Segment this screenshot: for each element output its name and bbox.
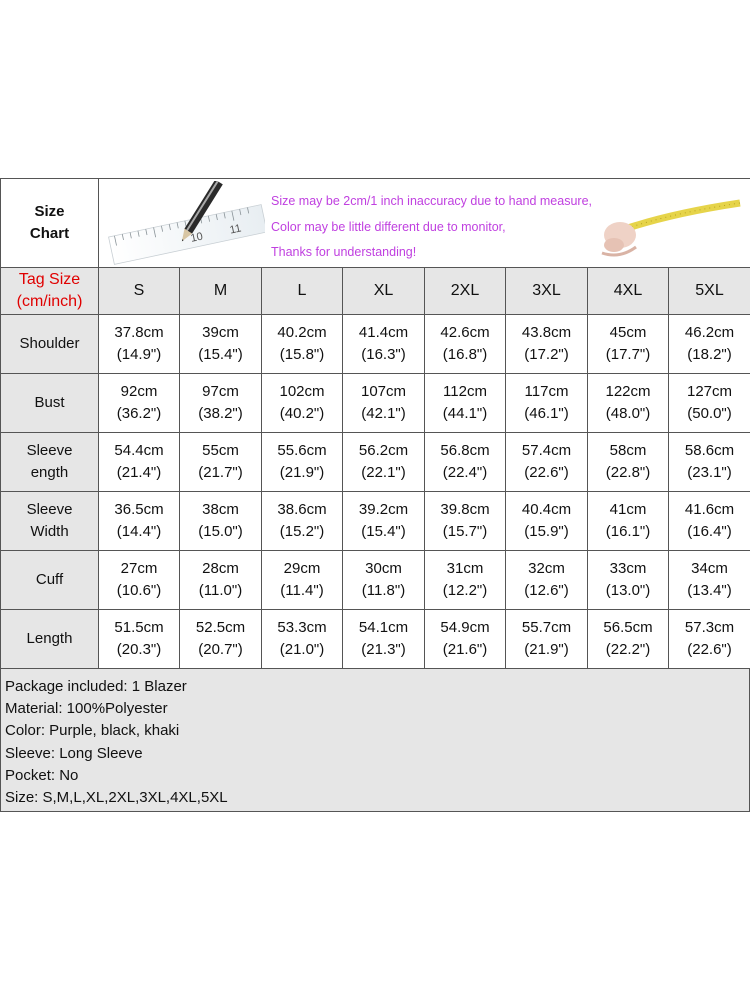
cm-value: 30cm <box>365 560 402 577</box>
measurement-cell <box>262 610 343 669</box>
cm-value: 41cm <box>609 501 647 518</box>
inch-value: (15.0") <box>198 523 243 540</box>
inch-value: (15.2") <box>279 523 325 540</box>
info-line: Pocket: No <box>5 766 79 784</box>
size-header-l: L <box>262 268 343 315</box>
inch-value: (42.1") <box>361 405 406 422</box>
size-header-2xl: 2XL <box>425 268 506 315</box>
cm-value: 46.2cm <box>684 324 735 341</box>
cm-value: 39cm <box>202 324 239 341</box>
size-table <box>0 178 750 669</box>
measurement-cell <box>588 374 669 433</box>
measurement-cell <box>180 610 262 669</box>
measurement-row <box>1 315 750 374</box>
measurement-cell <box>669 492 750 551</box>
inch-value: (20.7") <box>198 641 243 658</box>
measurement-cell <box>99 433 180 492</box>
inch-value: (18.2") <box>687 346 732 363</box>
inch-value: (44.1") <box>442 405 488 422</box>
size-header-3xl: 3XL <box>506 268 588 315</box>
measurement-cell <box>425 433 506 492</box>
measurement-cell <box>588 315 669 374</box>
inch-value: (15.9") <box>524 523 569 540</box>
inch-value: (36.2") <box>116 405 162 422</box>
cm-value: 55.6cm <box>277 442 327 459</box>
cm-value: 32cm <box>528 560 565 577</box>
cm-value: 55.7cm <box>521 619 572 636</box>
measurement-row <box>1 610 750 669</box>
measurement-cell <box>262 551 343 610</box>
row-label: Sleeve ength <box>1 433 99 492</box>
inch-value: (21.9") <box>524 641 569 658</box>
cm-value: 97cm <box>202 383 239 400</box>
inch-value: (11.4") <box>280 582 324 599</box>
cm-value: 34cm <box>691 560 728 577</box>
size-header-m: M <box>180 268 262 315</box>
inch-value: (21.9") <box>279 464 325 481</box>
cm-value: 39.2cm <box>358 501 409 518</box>
measurement-cell <box>262 315 343 374</box>
cm-value: 107cm <box>360 383 407 400</box>
inch-value: (12.2") <box>442 582 488 599</box>
measurement-cell <box>506 433 588 492</box>
cm-value: 29cm <box>283 560 321 577</box>
inch-value: (48.0") <box>605 405 651 422</box>
measurement-cell <box>262 374 343 433</box>
measurement-cell <box>669 374 750 433</box>
measurement-cell <box>180 374 262 433</box>
inch-value: (10.6") <box>116 582 162 599</box>
measurement-cell <box>180 492 262 551</box>
inch-value: (15.7") <box>442 523 488 540</box>
cm-value: 102cm <box>279 383 325 400</box>
note-inaccuracy: Size may be 2cm/1 inch inaccuracy due to hand measure, <box>271 194 593 208</box>
size-header-xl: XL <box>343 268 425 315</box>
measurement-cell <box>588 433 669 492</box>
info-line: Sleeve: Long Sleeve <box>5 744 143 762</box>
measurement-cell <box>425 374 506 433</box>
measurement-cell <box>669 315 750 374</box>
inch-value: (12.6") <box>524 582 569 599</box>
measurement-cell <box>180 433 262 492</box>
inch-value: (21.0") <box>279 641 325 658</box>
measurement-cell <box>669 433 750 492</box>
cm-value: 57.3cm <box>684 619 735 636</box>
cm-value: 38cm <box>202 501 239 518</box>
cm-value: 27cm <box>120 560 158 577</box>
measurement-cell <box>506 315 588 374</box>
cm-value: 56.5cm <box>603 619 653 636</box>
inch-value: (13.0") <box>605 582 651 599</box>
cm-value: 58cm <box>609 442 647 459</box>
cm-value: 41.6cm <box>684 501 735 518</box>
cm-value: 56.8cm <box>440 442 490 459</box>
row-label: Bust <box>1 374 99 433</box>
cm-value: 112cm <box>443 383 487 400</box>
measurement-cell <box>180 315 262 374</box>
measurement-cell <box>262 492 343 551</box>
note-color: Color may be little different due to monitor, <box>271 219 506 234</box>
measurement-cell <box>99 374 180 433</box>
inch-value: (14.9") <box>116 346 162 363</box>
cm-value: 122cm <box>605 383 651 400</box>
inch-value: (21.4") <box>116 464 162 481</box>
cm-value: 54.4cm <box>114 442 164 459</box>
cm-value: 41.4cm <box>358 324 409 341</box>
inch-value: (22.8") <box>605 464 651 481</box>
cm-value: 56.2cm <box>358 442 409 459</box>
inch-value: (38.2") <box>198 405 243 422</box>
measurement-cell <box>669 610 750 669</box>
inch-value: (11.0") <box>198 582 243 599</box>
inch-value: (23.1") <box>687 464 732 481</box>
cm-value: 58.6cm <box>684 442 735 459</box>
cm-value: 28cm <box>202 560 239 577</box>
cm-value: 45cm <box>609 324 647 341</box>
size-header-5xl: 5XL <box>669 268 750 315</box>
measurement-cell <box>425 492 506 551</box>
measurement-cell <box>588 551 669 610</box>
measurement-cell <box>99 610 180 669</box>
measurement-cell <box>425 315 506 374</box>
measurement-cell <box>506 492 588 551</box>
inch-value: (17.7") <box>605 346 651 363</box>
product-info-panel <box>0 668 750 812</box>
measurement-cell <box>425 610 506 669</box>
info-line: Package included: 1 Blazer <box>5 678 187 695</box>
measurement-cell <box>343 551 425 610</box>
ruler-number-10: 10 <box>189 230 205 245</box>
measurement-cell <box>669 551 750 610</box>
inch-value: (50.0") <box>687 405 732 422</box>
measurement-cell <box>343 433 425 492</box>
measurement-cell <box>506 551 588 610</box>
cm-value: 92cm <box>120 383 158 400</box>
measurement-cell <box>588 610 669 669</box>
cm-value: 33cm <box>609 560 647 577</box>
measurement-row <box>1 433 750 492</box>
measurement-cell <box>506 610 588 669</box>
cm-value: 54.9cm <box>440 619 490 636</box>
inch-value: (11.8") <box>361 582 406 599</box>
measuring-tape-hand-icon <box>600 185 746 263</box>
inch-value: (16.8") <box>442 346 488 363</box>
inch-value: (22.6") <box>524 464 569 481</box>
cm-value: 51.5cm <box>114 619 164 636</box>
cm-value: 36.5cm <box>114 501 164 518</box>
info-line: Color: Purple, black, khaki <box>5 722 180 740</box>
measurement-cell <box>99 551 180 610</box>
inch-value: (16.1") <box>605 523 651 540</box>
tag-size-label: Tag Size (cm/inch) <box>1 268 99 315</box>
inch-value: (21.3") <box>361 641 406 658</box>
row-label: Cuff <box>1 551 99 610</box>
measurement-cell <box>99 315 180 374</box>
measurement-cell <box>343 610 425 669</box>
info-line: Material: 100%Polyester <box>5 700 168 718</box>
measurement-cell <box>180 551 262 610</box>
cm-value: 42.6cm <box>440 324 490 341</box>
cm-value: 39.8cm <box>440 501 490 518</box>
inch-value: (15.8") <box>279 346 325 363</box>
size-header-4xl: 4XL <box>588 268 669 315</box>
cm-value: 37.8cm <box>114 324 164 341</box>
cm-value: 55cm <box>202 442 239 459</box>
inch-value: (15.4") <box>361 523 406 540</box>
measurement-cell <box>262 433 343 492</box>
inch-value: (21.6") <box>442 641 488 658</box>
inch-value: (15.4") <box>198 346 243 363</box>
measurement-row <box>1 551 750 610</box>
measurement-note-banner <box>99 179 750 268</box>
inch-value: (17.2") <box>524 346 569 363</box>
cm-value: 40.4cm <box>521 501 572 518</box>
inch-value: (22.6") <box>687 641 732 658</box>
inch-value: (40.2") <box>279 405 325 422</box>
inch-value: (16.3") <box>361 346 406 363</box>
note-thanks: Thanks for understanding! <box>271 245 417 259</box>
cm-value: 52.5cm <box>195 619 246 636</box>
row-label: Sleeve Width <box>1 492 99 551</box>
size-chart <box>0 178 750 669</box>
cm-value: 127cm <box>686 383 733 400</box>
cm-value: 31cm <box>446 560 484 577</box>
cm-value: 54.1cm <box>358 619 409 636</box>
inch-value: (22.2") <box>605 641 651 658</box>
measurement-cell <box>343 492 425 551</box>
inch-value: (22.1") <box>361 464 406 481</box>
measurement-cell <box>506 374 588 433</box>
inch-value: (13.4") <box>687 582 732 599</box>
inch-value: (21.7") <box>198 464 243 481</box>
row-label: Length <box>1 610 99 669</box>
ruler-pencil-icon <box>105 181 265 265</box>
ruler-number-11: 11 <box>228 222 243 237</box>
measurement-notes <box>271 189 592 266</box>
size-header-s: S <box>99 268 180 315</box>
measurement-cell <box>343 315 425 374</box>
inch-value: (46.1") <box>524 405 569 422</box>
inch-value: (16.4") <box>687 523 732 540</box>
cm-value: 53.3cm <box>277 619 327 636</box>
row-label: Shoulder <box>1 315 99 374</box>
cm-value: 40.2cm <box>277 324 327 341</box>
inch-value: (20.3") <box>116 641 162 658</box>
inch-value: (22.4") <box>442 464 488 481</box>
info-line: Size: S,M,L,XL,2XL,3XL,4XL,5XL <box>5 789 228 807</box>
measurement-cell <box>425 551 506 610</box>
measurement-cell <box>588 492 669 551</box>
cm-value: 38.6cm <box>277 501 327 518</box>
measurement-row <box>1 492 750 551</box>
cm-value: 117cm <box>524 383 569 400</box>
cm-value: 57.4cm <box>521 442 572 459</box>
size-chart-title: Size Chart <box>1 179 99 268</box>
cm-value: 43.8cm <box>521 324 572 341</box>
measurement-row <box>1 374 750 433</box>
inch-value: (14.4") <box>116 523 162 540</box>
measurement-cell <box>343 374 425 433</box>
measurement-cell <box>99 492 180 551</box>
